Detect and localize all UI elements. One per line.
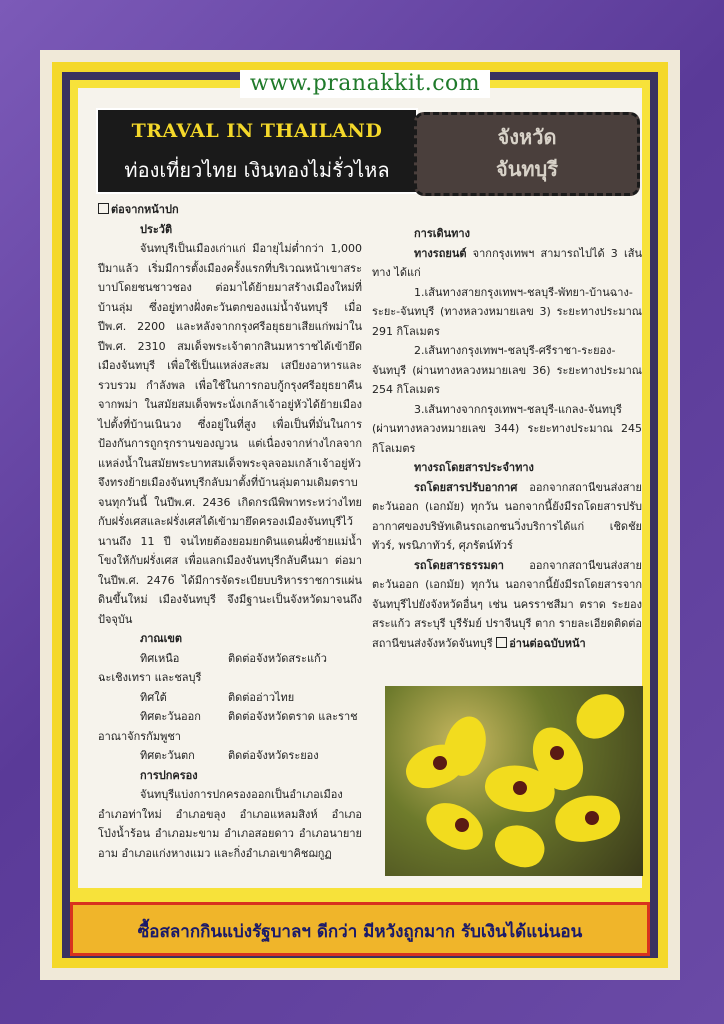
- checkbox-icon: [98, 203, 109, 214]
- history-heading: ประวัติ: [140, 222, 173, 236]
- province-line-1: จังหวัด: [497, 125, 557, 149]
- border-south: ทิศใต้ ติดต่ออ่าวไทย: [140, 690, 295, 704]
- regular-bus-paragraph: รถโดยสารธรรมดา ออกจากสถานีขนส่งสายตะวันออก (เอกมัย) ทุกวัน นอกจากนี้ยังมีรถโดยสารจากจันทบุรีไปยังจังหวัดอื่นๆ เช่น นครราชสีมา ตราด ระยอง สระแก้ว สระบุรี บุรีรัมย์ ปราจีนบุรี ตาก รายละเอียดติดต่อสถานีขนส่งจังหวัดจันทบุรี อ่านต่อฉบับหน้า: [372, 558, 642, 650]
- lottery-slogan-bar: [70, 902, 650, 956]
- travel-heading: การเดินทาง: [414, 227, 470, 240]
- region-heading: ภาณเขต: [140, 632, 183, 645]
- border-east: ทิศตะวันออก ติดต่อจังหวัดตราด และราช: [140, 710, 358, 723]
- province-tag: [414, 112, 640, 196]
- checkbox-icon: [496, 637, 507, 648]
- route-3: 3.เส้นทางจากกรุงเทพฯ-ชลบุรี-แกลง-จันทบุรี (ผ่านทางหลวงหมายเลข 344) ระยะทางประมาณ 245 กิโลเมตร: [372, 402, 642, 455]
- right-column: [372, 224, 642, 653]
- left-column: [98, 200, 362, 863]
- car-paragraph: ทางรถยนต์ จากกรุงเทพฯ สามารถไปได้ 3 เส้นทาง ได้แก่: [372, 246, 642, 279]
- border-east-cont: อาณาจักรกัมพูชา: [98, 729, 181, 743]
- admin-paragraph: จันทบุรีแบ่งการปกครองออกเป็นอำเภอเมือง อำเภอท่าใหม่ อำเภอขลุง อำเภอแหลมสิงห์ อำเภอโป่งน้ำร้อน อำเภอมะขาม อำเภอสอยดาว อำเภอนายายอาม อำเภอแก่งหางแมว และกิ่งอำเภอเขาคิชฌกูฏ: [98, 788, 362, 860]
- lottery-slogan: ซื้อสลากกินแบ่งรัฐบาลฯ ดีกว่า มีหวังถูกมาก รับเงินได้แน่นอน: [137, 922, 583, 942]
- section-banner: [96, 108, 418, 194]
- history-paragraph: จันทบุรีเป็นเมืองเก่าแก่ มีอายุไม่ต่ำกว่า 1,000 ปีมาแล้ว เริ่มมีการตั้งเมืองครั้งแรกที่บริเวณหน้าเขาสระบาปโดยชนชาวชอง ต่อมาได้ย้ายมาสร้างเมืองใหม่ที่บ้านลุ่ม ซึ่งอยู่ทางฝั่งตะวันตกของแม่น้ำจันทบุรี เมื่อปีพ.ศ. 2200 และหลังจากกรุงศรีอยุธยาเสียแก่พม่าใน ปีพ.ศ. 2310 สมเด็จพระเจ้าตากสินมหาราชได้เข้ายึดเมืองจันทบุรี เพื่อใช้เป็นแหล่งสะสม เสบียงอาหารและรวบรวม กำลังพล เพื่อใช้ในการกอบกู้กรุงศรีอยุธยาคืนจากพม่า ในสมัยสมเด็จพระนั่งเกล้าเจ้าอยู่หัวได้ย้ายเมืองไปตั้งที่บ้านเนินวง ซึ่งอยู่ในที่สูง เพื่อเป็นที่มั่นในการป้องกันการถูกรุกรานของญวน แต่เนื่องจากห่างไกลจากแหล่งน้ำในสมัยพระบาทสมเด็จพระจุลจอมเกล้าเจ้าอยู่หัวจึงทรงย้ายเมืองจันทบุรีกลับมาตั้งที่บ้านลุ่มตามเดิมตราบจนทุกวันนี้ ในปีพ.ศ. 2436 เกิดกรณีพิพาทระหว่างไทยกับฝรั่งเศสและฝรั่งเศสได้เข้ามายึดครองเมืองจันทบุรีไว้นานถึง 11 ปี จนไทยต้องยอมยกดินแดนฝั่งซ้ายแม่น้ำโขงให้กับฝรั่งเศส เพื่อแลกเมืองจันทบุรีกลับคืนมา ต่อมาในปีพ.ศ. 2476 ได้มีการจัดระเบียบบริหารราชการแผ่นดินขึ้นใหม่ เมืองจันทบุรี จึงมีฐานะเป็นจังหวัดมาจนถึงปัจจุบัน: [98, 242, 362, 626]
- banner-title-en: TRAVAL IN THAILAND: [131, 120, 383, 142]
- province-line-2: จันทบุรี: [495, 157, 558, 181]
- border-north-cont: ฉะเชิงเทรา และชลบุรี: [98, 671, 202, 684]
- border-north: ทิศเหนือ ติดต่อจังหวัดสระแก้ว: [140, 651, 327, 665]
- read-more-label: อ่านต่อฉบับหน้า: [509, 636, 586, 650]
- bus-heading: ทางรถโดยสารประจำทาง: [414, 461, 534, 474]
- border-west: ทิศตะวันตก ติดต่อจังหวัดระยอง: [140, 749, 319, 762]
- orchid-photo: [385, 686, 643, 876]
- admin-heading: การปกครอง: [140, 768, 198, 782]
- continued-note: ต่อจากหน้าปก: [98, 200, 362, 220]
- ac-bus-paragraph: รถโดยสารปรับอากาศ ออกจากสถานีขนส่งสายตะวันออก (เอกมัย) ทุกวัน นอกจากนี้ยังมีรถโดยสารปรับอากาศของบริษัทเดินรถเอกชนวิ่งบริการได้แก่ เชิดชัยทัวร์, พรนิภาทัวร์, ศุภรัตน์ทัวร์: [372, 480, 642, 552]
- route-2: 2.เส้นทางกรุงเทพฯ-ชลบุรี-ศรีราชา-ระยอง-จันทบุรี (ผ่านทางหลวงหมายเลข 36) ระยะทางประมาณ 254 กิโลเมตร: [372, 344, 642, 396]
- banner-title-th: ท่องเที่ยวไทย เงินทองไม่รั่วไหล: [124, 158, 390, 182]
- watermark-url: www.pranakkit.com: [240, 70, 490, 98]
- route-1: 1.เส้นทางสายกรุงเทพฯ-ชลบุรี-พัทยา-บ้านฉาง-ระยะ-จันทบุรี (ทางหลวงหมายเลข 3) ระยะทางประมาณ 291 กิโลเมตร: [372, 285, 642, 338]
